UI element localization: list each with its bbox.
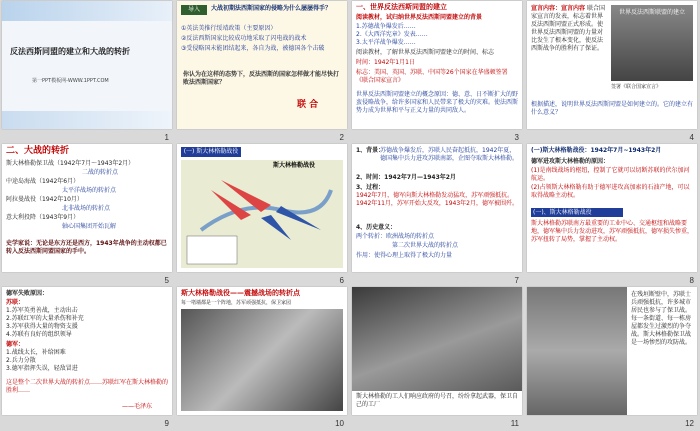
slide-1-banner bbox=[2, 1, 172, 21]
slide-4-body: 联合国家宣言的发表，标志着世界反法西斯同盟正式形成。使世界反法西斯同盟的力量对比发生了根本变化，使反法西斯战争的胜利有了保证。 bbox=[531, 5, 605, 52]
slide-4-caption: 签署《联合国家宣言》 bbox=[611, 84, 662, 90]
slide-7 bbox=[352, 144, 522, 272]
slide-number: 10 bbox=[335, 419, 344, 428]
slide-3-task: 阅读教材，试归纳世界反法西斯同盟建立的背景 bbox=[356, 14, 483, 21]
slide-6-header: (一) 斯大林格勒战役 bbox=[181, 147, 241, 157]
slide-7-process: 3、过程： bbox=[356, 184, 385, 191]
slide-4-declaration: 宣言内容：宣言内容 bbox=[531, 5, 586, 12]
slide-9-de-1: 1.战线太长，补给困难 bbox=[6, 349, 66, 356]
slide-2 bbox=[177, 1, 347, 129]
slide-11-photo bbox=[352, 287, 522, 391]
slide-6 bbox=[177, 144, 347, 272]
slide-5-line-3: 中途岛海战（1942年6月） bbox=[6, 178, 80, 185]
slide-5-line-8: 轴心国集团开始瓦解 bbox=[62, 223, 117, 230]
slide-1 bbox=[2, 1, 172, 129]
slide-9-de: 德军： bbox=[6, 341, 25, 348]
slide-7-significance: 4、历史意义： bbox=[356, 224, 397, 231]
slide-10-banner: 斯大林格勒战役——震撼战场的转折点 bbox=[181, 289, 300, 297]
slide-3-read: 阅读教材，了解世界反法西斯同盟建立的时间、标志 bbox=[356, 49, 495, 56]
slide-5-line-1: 斯大林格勒保卫战（1942年7月～1943年2月） bbox=[6, 160, 135, 167]
slide-number: 1 bbox=[164, 133, 169, 142]
slide-thumbnail-5[interactable] bbox=[0, 143, 175, 286]
slide-thumbnail-10[interactable] bbox=[175, 286, 350, 429]
slide-5-line-7: 意大利投降（1943年9月） bbox=[6, 214, 80, 221]
slide-2-item-2: ②反法西斯国家比较成功地采取了闪电战的战术 bbox=[181, 35, 307, 42]
slide-3-list-1: 1.苏德战争爆发后…… bbox=[356, 23, 416, 30]
slide-10-photo bbox=[181, 309, 343, 411]
slide-2-item-3: ③受侵略国未能团结起来，各自为战，被德国各个击破 bbox=[181, 45, 325, 52]
slide-2-item-1: ①英法美推行绥靖政策（主要原因） bbox=[181, 25, 277, 32]
slide-12-text: 在残垣断壁中，苏联士兵顽强抵抗，许多城市居民也参与了保卫战。每一条街道、每一栋房屋都发生过激烈的争夺战。斯大林格勒保卫战是一场惨烈的攻防战。 bbox=[631, 291, 692, 346]
slide-9-de-3: 3.德军指挥失误，轻敌冒进 bbox=[6, 365, 78, 372]
slide-number: 8 bbox=[689, 276, 694, 285]
slide-thumbnail-9[interactable] bbox=[0, 286, 175, 429]
slide-6-map-title: 斯大林格勒战役 bbox=[273, 162, 316, 169]
slide-4 bbox=[527, 1, 697, 129]
slide-5-summary: 史学家说：无论是东方还是西方，1943年战争的主动权都已转入反法西斯同盟国家的手中。 bbox=[6, 240, 167, 255]
slide-number: 11 bbox=[510, 419, 519, 428]
slide-number: 9 bbox=[164, 419, 169, 428]
slide-12 bbox=[527, 287, 697, 415]
slide-4-text bbox=[531, 5, 607, 53]
slide-11-caption: 斯大林格勒的工人们响应政府的号召，纷纷拿起武器，保卫自己的工厂 bbox=[356, 393, 519, 408]
slide-7-b-text: 苏德战争爆发后，苏联人民奋起抵抗，1942年夏，德国集中兵力进攻苏联南部，企图夺取斯大林格勒。 bbox=[380, 147, 519, 162]
slide-8 bbox=[527, 144, 697, 272]
battle-map-icon bbox=[181, 160, 343, 268]
slide-8-intro: 德军进攻斯大林格勒的原因： bbox=[531, 158, 610, 165]
slide-9-su-4: 4.苏联有良好的组织领导 bbox=[6, 331, 72, 338]
slide-number: 6 bbox=[339, 276, 344, 285]
slide-thumbnail-7[interactable] bbox=[350, 143, 525, 286]
slide-thumbnail-8[interactable] bbox=[525, 143, 700, 286]
slide-7-s-line-1: 两个转折：欧洲战场的转折点 bbox=[356, 233, 435, 240]
slide-9-de-2: 2.兵力分散 bbox=[6, 357, 36, 364]
slide-thumbnail-12[interactable] bbox=[525, 286, 700, 429]
slide-2-badge: 导入 bbox=[181, 5, 207, 15]
slide-7-s-line-3: 作用：使得心理上取得了极大的力量 bbox=[356, 252, 453, 259]
slide-3-time: 时间：1942年1月1日 bbox=[356, 59, 415, 66]
slide-5-line-6: 北非战场的转折点 bbox=[62, 205, 111, 212]
slide-3-list-2: 2.《大西洋宪章》发表…… bbox=[356, 31, 428, 38]
slide-5-line-5: 阿拉曼战役（1942年10月） bbox=[6, 196, 83, 203]
slide-10 bbox=[177, 287, 347, 415]
slide-9-su-1: 1.苏军英勇善战，主动出击 bbox=[6, 307, 78, 314]
slide-5-heading: 二、大战的转折 bbox=[6, 146, 70, 156]
slide-2-answer: 联 合 bbox=[297, 100, 319, 110]
slide-number: 5 bbox=[164, 276, 169, 285]
slide-thumbnail-11[interactable] bbox=[350, 286, 525, 429]
slide-7-background: 1、背景： bbox=[356, 147, 385, 154]
slide-11 bbox=[352, 287, 522, 415]
slide-2-question: 大战初期法西斯国家的侵略为什么屡屡得手？ bbox=[211, 5, 332, 12]
slide-number: 12 bbox=[685, 419, 694, 428]
slide-5-line-2: 二战的转折点 bbox=[82, 169, 119, 176]
slide-number: 4 bbox=[689, 133, 694, 142]
slide-9-su-3: 3.苏军获得大量的物资支援 bbox=[6, 323, 78, 330]
slide-5-line-4: 太平洋战场的转折点 bbox=[62, 187, 117, 194]
slide-4-photo bbox=[611, 5, 693, 81]
slide-number: 3 bbox=[514, 133, 519, 142]
slide-7-p-text: 1942年7月，德军向斯大林格勒发动猛攻，苏军顽强抵抗。1942年11月，苏军开始大反攻，1943年2月，德军被围歼。 bbox=[356, 192, 518, 207]
slide-6-map bbox=[181, 160, 343, 268]
slide-thumbnail-3[interactable] bbox=[350, 0, 525, 143]
slide-3-heading: 一、世界反法西斯同盟的建立 bbox=[356, 3, 447, 11]
slide-3 bbox=[352, 1, 522, 129]
slide-thumbnail-6[interactable] bbox=[175, 143, 350, 286]
slide-3-sign: 标志：美国、英国、苏联、中国等26个国家在华盛顿签署《联合国家宣言》 bbox=[356, 69, 508, 84]
slide-3-list-3: 3.太平洋战争爆发…… bbox=[356, 39, 416, 46]
slide-8-reason-2: (2)占领斯大林格勒有助于德军进攻高加索的石油产地，可以取得战略主动权。 bbox=[531, 184, 690, 199]
slide-9-su: 苏联： bbox=[6, 299, 25, 306]
slide-4-photo-title: 世界反法西斯联盟的建立 bbox=[618, 9, 685, 16]
slide-7-s-line-2: 第二次世界大战的转折点 bbox=[392, 242, 459, 249]
slide-4-bottom: 根据描述，说明世界反法西斯同盟是如何建立的。它的建立有什么意义？ bbox=[531, 101, 694, 116]
slide-thumbnail-2[interactable] bbox=[175, 0, 350, 143]
slide-10-sub: 每一堵墙都是一个阵地，苏军顽强抵抗，保卫家园 bbox=[181, 300, 292, 306]
slide-9-title: 德军失败原因： bbox=[6, 290, 49, 297]
slide-1-footer-band bbox=[2, 111, 172, 129]
slide-9 bbox=[2, 287, 172, 415]
slide-number: 7 bbox=[514, 276, 519, 285]
slide-5 bbox=[2, 144, 172, 272]
slide-7-time: 2、时间：1942年7月—1943年2月 bbox=[356, 174, 456, 181]
slide-thumbnail-1[interactable] bbox=[0, 0, 175, 143]
slide-8-conclusion: (一)、斯大林格勒战役 bbox=[531, 208, 623, 217]
slide-9-author: ——毛泽东 bbox=[122, 403, 153, 410]
slide-12-photo bbox=[527, 287, 627, 415]
slide-thumbnail-4[interactable] bbox=[525, 0, 700, 143]
slide-number: 2 bbox=[339, 133, 344, 142]
slide-1-footer: 第一PPT模板网-WWW.1PPT.COM bbox=[32, 78, 109, 84]
slide-3-concept: 世界反法西斯同盟建立的概念原因：德、意、日不断扩大的野蛮侵略战争，给许多国家和人民带来了极大的灾难。使法西斯势力成为世界和平与正义力量的共同敌人。 bbox=[356, 91, 519, 114]
slide-8-c-text: 斯大林格勒苏联南方最重要的工业中心、交通枢纽和战略要地，德军集中兵力发动进攻，苏军顽强抵抗，德军损失惨重，苏军扭转了局势，掌握了主动权。 bbox=[531, 220, 694, 243]
slide-9-quote: 这是整个二次世界大战的转折点……苏联红军在斯大林格勒的胜利…… bbox=[6, 379, 169, 394]
slide-2-think: 你认为在这样的态势下，反法西斯的国家怎样做才能尽快打败法西斯国家？ bbox=[183, 71, 340, 86]
slide-8-header: (一)斯大林格勒战役：1942年7月~1943年2月 bbox=[531, 147, 662, 154]
slide-8-reason-1: (1)是南线战场的枢纽，控制了它就可以切断苏联的伏尔加河航运。 bbox=[531, 167, 690, 182]
slide-1-title: 反法西斯同盟的建立和大战的转折 bbox=[10, 47, 130, 56]
slide-9-su-2: 2.苏联红军的大量杀伤和补充 bbox=[6, 315, 84, 322]
